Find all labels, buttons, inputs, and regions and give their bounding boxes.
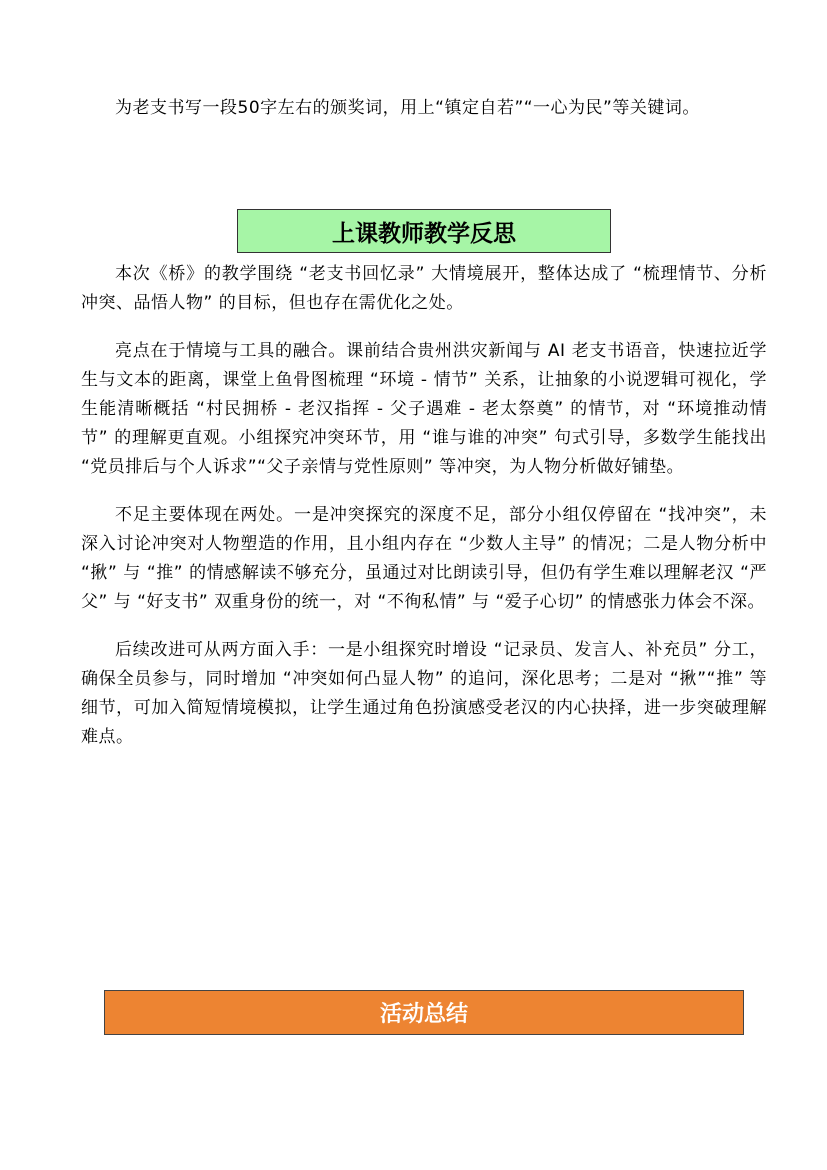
reflection-paragraph-1: 本次《桥》的教学围绕 “老支书回忆录” 大情境展开，整体达成了 “梳理情节、分析冲突、品悟人物” 的目标，但也存在需优化之处。 bbox=[81, 264, 767, 313]
reflection-paragraph-4: 后续改进可从两方面入手：一是小组探究时增设 “记录员、发言人、补充员” 分工，确保全员参与，同时增加 “冲突如何凸显人物” 的追问，深化思考；二是对 “揪”“推” 等细节，可加入简短情境模拟，让学生通过角色扮演感受老汉的内心抉择，进一步突破理解难点。 bbox=[81, 640, 767, 747]
reflection-paragraph-3: 不足主要体现在两处。一是冲突探究的深度不足，部分小组仅停留在 “找冲突”，未深入讨论冲突对人物塑造的作用，且小组内存在 “少数人主导” 的情况；二是人物分析中 “揪” 与 “推” 的情感解读不够充分，虽通过对比朗读引导，但仍有学生难以理解老汉 “严父” 与 “好支书” 双重身份的统一，对 “不徇私情” 与 “爱子心切” 的情感张力体会不深。 bbox=[81, 505, 767, 612]
summary-heading: 活动总结 bbox=[104, 990, 744, 1035]
intro-section bbox=[81, 87, 767, 130]
reflection-paragraph-2: 亮点在于情境与工具的融合。课前结合贵州洪灾新闻与 AI 老支书语音，快速拉近学生与文本的距离，课堂上鱼骨图梳理 “环境 - 情节” 关系，让抽象的小说逻辑可视化，学生能清晰概括 “村民拥桥 - 老汉指挥 - 父子遇难 - 老太祭奠” 的情节，对 “环境推动情节” 的理解更直观。小组探究冲突环节，用 “谁与谁的冲突” 句式引导，多数学生能找出 “党员排后与个人诉求”“父子亲情与党性原则” 等冲突，为人物分析做好铺垫。 bbox=[81, 341, 767, 477]
reflection-heading: 上课教师教学反思 bbox=[237, 209, 611, 253]
reflection-section bbox=[81, 260, 767, 771]
intro-paragraph: 为老支书写一段50字左右的颁奖词，用上“镇定自若”“一心为民”等关键词。 bbox=[115, 98, 700, 118]
